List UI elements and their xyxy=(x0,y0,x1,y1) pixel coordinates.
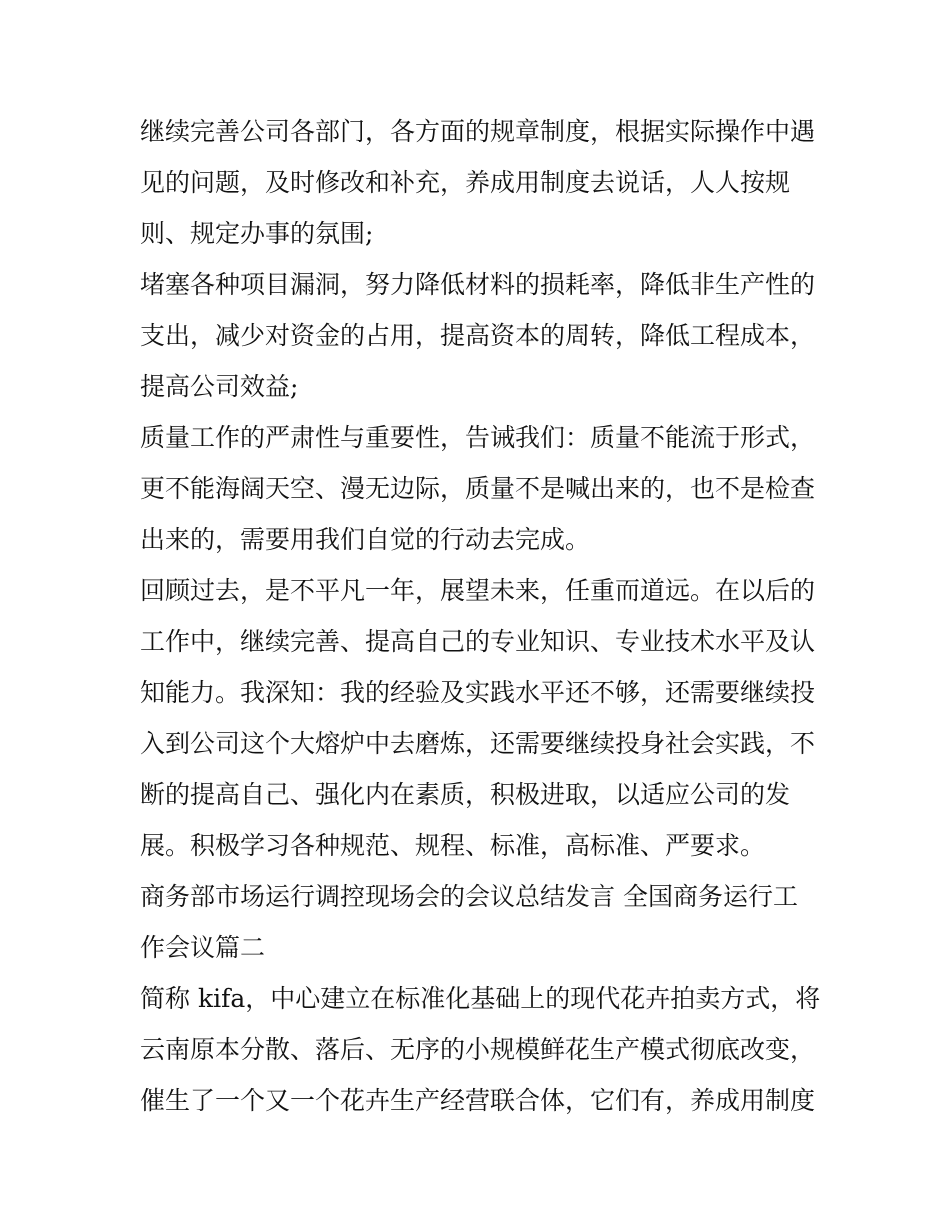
text-line: 出来的，需要用我们自觉的行动去完成。 xyxy=(140,525,591,554)
text-line: 知能力。我深知：我的经验及实践水平还不够，还需要继续投 xyxy=(140,678,816,707)
text-line: 回顾过去，是不平凡一年，展望未来，任重而道远。在以后的 xyxy=(140,576,816,605)
text-line: 继续完善公司各部门，各方面的规章制度，根据实际操作中遇 xyxy=(140,117,816,146)
document-body xyxy=(140,106,830,1126)
text-line: 入到公司这个大熔炉中去磨炼，还需要继续投身社会实践，不 xyxy=(140,729,816,758)
text-line: 展。积极学习各种规范、规程、标准，高标准、严要求。 xyxy=(140,831,766,860)
text-line: 支出，减少对资金的占用，提高资本的周转，降低工程成本， xyxy=(140,321,816,350)
text-line: 简称 kifa，中心建立在标准化基础上的现代花卉拍卖方式，将 xyxy=(140,984,821,1013)
text-line: 堵塞各种项目漏洞，努力降低材料的损耗率，降低非生产性的 xyxy=(140,270,816,299)
text-line: 催生了一个又一个花卉生产经营联合体，它们有，养成用制度 xyxy=(140,1086,816,1115)
text-line: 更不能海阔天空、漫无边际，质量不是喊出来的，也不是检查 xyxy=(140,474,816,503)
section-heading-line: 商务部市场运行调控现场会的会议总结发言 全国商务运行工 xyxy=(140,882,798,911)
section-heading-line: 作会议篇二 xyxy=(140,933,266,962)
text-line: 断的提高自己、强化内在素质，积极进取，以适应公司的发 xyxy=(140,780,791,809)
text-line: 云南原本分散、落后、无序的小规模鲜花生产模式彻底改变， xyxy=(140,1035,816,1064)
text-line: 见的问题，及时修改和补充，养成用制度去说话，人人按规 xyxy=(140,168,791,197)
text-line: 则、规定办事的氛围; xyxy=(140,219,374,248)
text-line: 质量工作的严肃性与重要性，告诫我们：质量不能流于形式， xyxy=(140,423,816,452)
text-line: 提高公司效益; xyxy=(140,372,299,401)
text-line: 工作中，继续完善、提高自己的专业知识、专业技术水平及认 xyxy=(140,627,816,656)
